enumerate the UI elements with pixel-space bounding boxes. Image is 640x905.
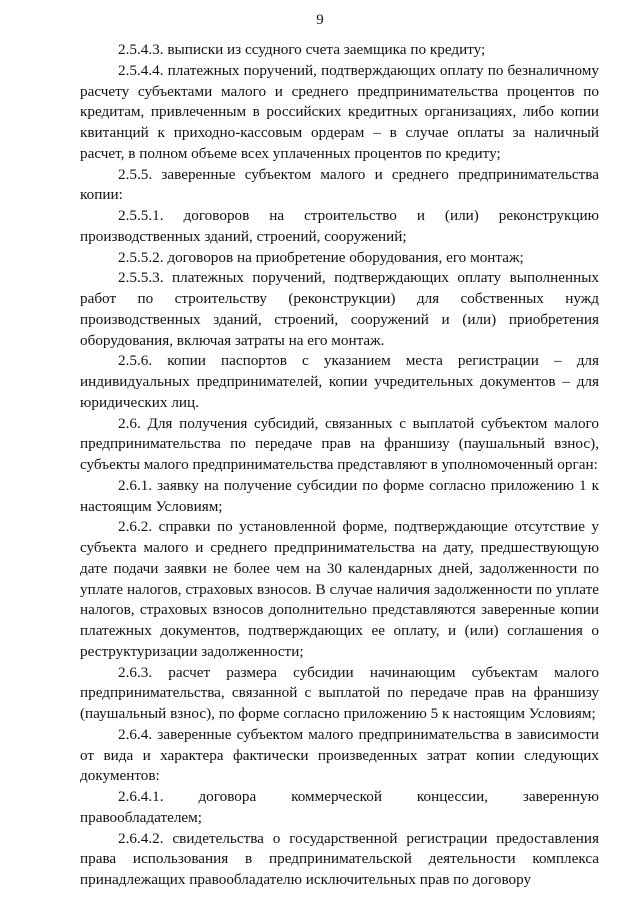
paragraph-2-6-4: 2.6.4. заверенные субъектом малого предпринимательства в зависимости от вида и характера фактически произведенных затрат копии следующих документов: (80, 725, 599, 785)
paragraph-2-6-4-1: 2.6.4.1. договора коммерческой концессии, заверенную правообладателем; (80, 788, 599, 826)
paragraph-2-5-5-2: 2.5.5.2. договоров на приобретение оборудования, его монтаж; (118, 248, 524, 266)
document-body (80, 40, 599, 891)
page-number: 9 (316, 12, 324, 28)
paragraph-2-5-4-3: 2.5.4.3. выписки из ссудного счета заемщика по кредиту; (118, 41, 486, 58)
paragraph-2-5-5-1: 2.5.5.1. договоров на строительство и (или) реконструкцию производственных зданий, строений, сооружений; (80, 207, 599, 245)
paragraph-2-5-5-3: 2.5.5.3. платежных поручений, подтверждающих оплату выполненных работ по строительству (реконструкции) для собственных нужд производственных зданий, строений, сооружений и (или) приобретения оборудования, включая затраты на его монтаж. (80, 269, 599, 349)
paragraph-2-6-1: 2.6.1. заявку на получение субсидии по форме согласно приложению 1 к настоящим Условиям; (80, 476, 599, 515)
paragraph-2-6-3: 2.6.3. расчет размера субсидии начинающим субъектам малого предпринимательства, связанной с выплатой по передаче прав на франшизу (паушальный взнос), по форме согласно приложению 5 к настоящим Условиям; (80, 663, 599, 722)
paragraph-2-5-5: 2.5.5. заверенные субъектом малого и среднего предпринимательства копии: (80, 165, 599, 204)
paragraph-2-6-2: 2.6.2. справки по установленной форме, подтверждающие отсутствие у субъекта малого и среднего предпринимательства на дату, предшествующую дате подачи заявки не более чем на 30 календарных дней, задолженности по уплате налогов, страховых взносов. В случае наличия задолженности по уплате налогов, страховых взносов дополнительно представляются заверенные копии платежных документов, подтверждающих ее оплату, и (или) соглашения о реструктуризации задолженности; (80, 518, 599, 660)
paragraph-2-5-4-4: 2.5.4.4. платежных поручений, подтверждающих оплату по безналичному расчету субъектами малого и среднего предпринимательства процентов по кредитам, привлеченным в российских кредитных организациях, либо копии квитанций к приходно-кассовым ордерам – в случае оплаты за наличный расчет, в полном объеме всех уплаченных процентов по кредиту; (80, 61, 599, 162)
paragraph-2-5-6: 2.5.6. копии паспортов с указанием места регистрации – для индивидуальных предпринимателей, копии учредительных документов – для юридических лиц. (80, 352, 599, 411)
paragraph-2-6: 2.6. Для получения субсидий, связанных с выплатой субъектом малого предпринимательства по передаче прав на франшизу (паушальный взнос), субъекты малого предпринимательства представляют в уполномоченный орган: (80, 414, 599, 473)
paragraph-2-6-4-2: 2.6.4.2. свидетельства о государственной регистрации предоставления права использования в предпринимательской деятельности комплекса принадлежащих правообладателю исключительных прав по договору (80, 829, 599, 888)
